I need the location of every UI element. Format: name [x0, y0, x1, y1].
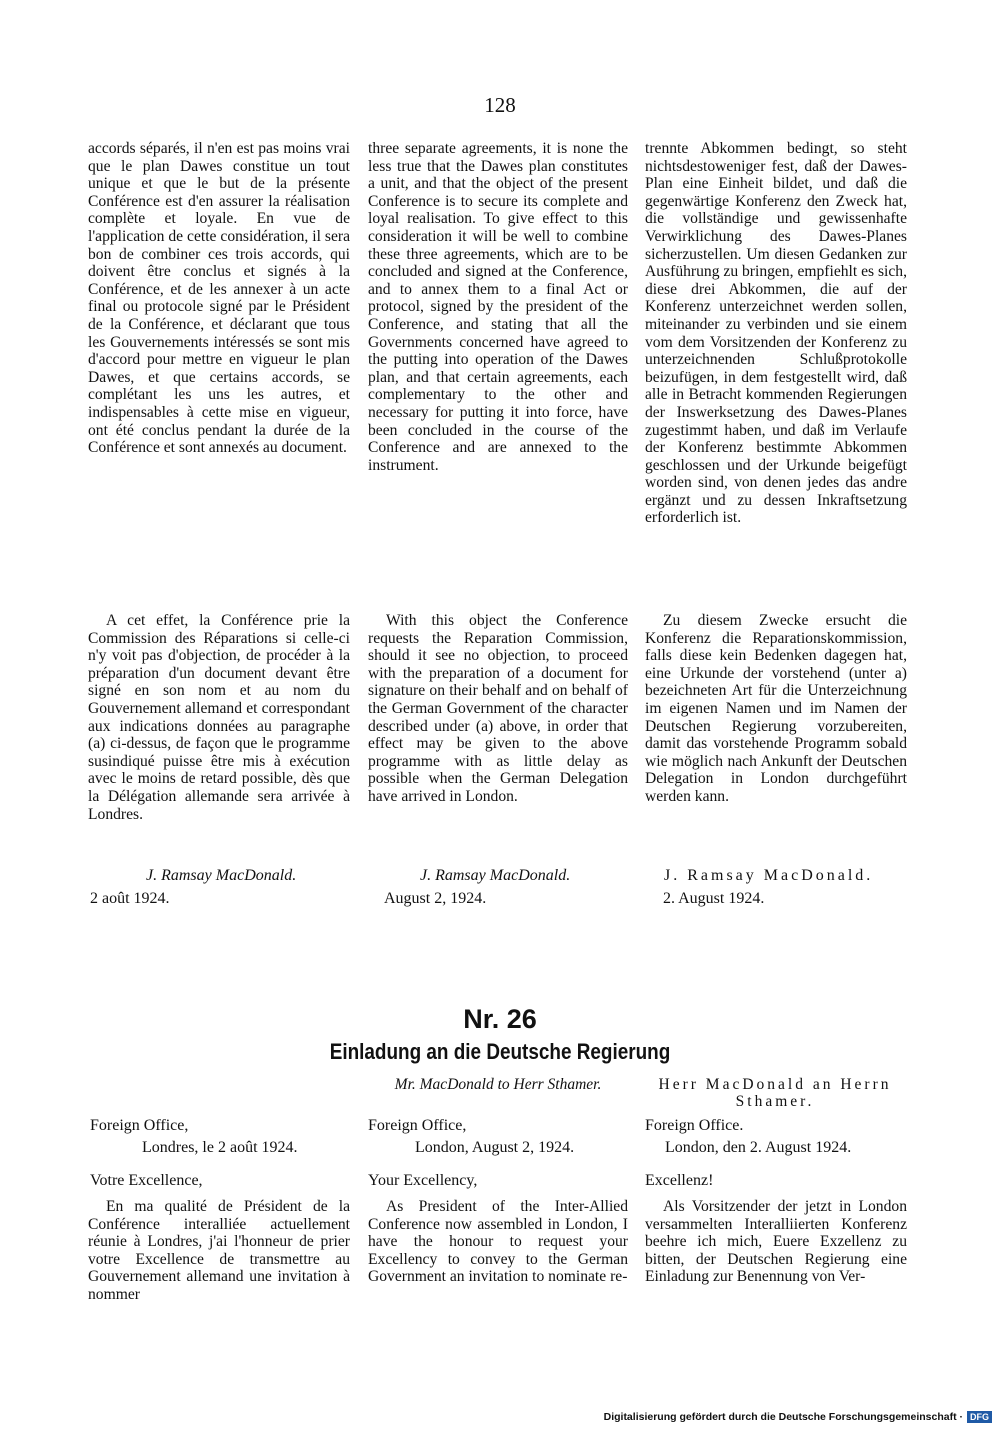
col-german-para-2 — [645, 612, 907, 806]
place-date-english: London, August 2, 1924. — [415, 1139, 575, 1156]
letter-body-english — [368, 1198, 628, 1286]
document-number: Nr. 26 — [463, 1004, 537, 1034]
signature-german: J. Ramsay MacDonald. — [664, 867, 874, 884]
english-paragraph: three separate agreements, it is none the less true that the Dawes plan constitutes a unit, and that the object of the present Conference is to secure its complete and loyal realisation. To give effect to this consideration it will be well to combine these three agreements, which are to be concluded and signed at the Conference, and to annex them to a final Act or protocol, signed by the president of the Conference, and stating that all the Governments concerned have agreed to the putting into operation of the Dawes plan, and that certain agreements, each complementary to the other and necessary for putting it into force, have been concluded in the course of the Conference and are annexed to the instrument. — [368, 140, 628, 474]
salutation-french: Votre Excellence, — [90, 1172, 203, 1189]
office-french: Foreign Office, — [90, 1117, 189, 1134]
english-paragraph: With this object the Conference requests the Reparation Commission, should it see no objection, to proceed with the preparation of a document for signature on their behalf and on behalf of the German Government of the character described under (a) above, in order that effect may be given to the above programme with as little delay as possible when the German Delegation have arrived in London. — [368, 612, 628, 805]
french-paragraph: accords séparés, il n'en est pas moins vrai que le plan Dawes constitue un tout unique et que le but de la présente Conférence est d'en assurer la réalisation complète et loyale. En vue de l'application de cette considération, il sera bon de combiner ces trois accords, qui doivent être conclus et signés à la Conférence, et de les annexer à un acte final ou protocole signé par le Président de la Conférence, et déclarant que tous les Gouvernements intéressés se sont mis d'accord pour mettre en vigueur le plan Dawes, et que certains accords, se complétant les uns les autres, et indispensables à cette mise en vigueur, ont été conclus pendant la durée de la Conférence et sont annexés au document. — [88, 140, 350, 457]
digitization-footer — [604, 1411, 992, 1423]
place-date-german: London, den 2. August 1924. — [665, 1139, 852, 1156]
document-title: Einladung an die Deutsche Regierung — [329, 1039, 671, 1064]
office-german: Foreign Office. — [645, 1117, 744, 1134]
date-english: August 2, 1924. — [384, 890, 487, 907]
office-english: Foreign Office, — [368, 1117, 467, 1134]
place-date-french: Londres, le 2 août 1924. — [142, 1139, 298, 1156]
col-german-para-1 — [645, 140, 907, 527]
german-paragraph: Als Vorsitzender der jetzt in London versammelten Interalliierten Konferenz beehre ich mich, Euere Exzellenz zu bitten, der Deutschen Regierung eine Einladung zur Benennung von Ver- — [645, 1198, 907, 1286]
french-paragraph: En ma qualité de Président de la Conférence interalliée actuellement réunie à Londres, j'ai l'honneur de prier votre Excellence de transmettre au Gouvernement allemand une invitation à nommer — [88, 1198, 350, 1303]
salutation-english: Your Excellency, — [368, 1172, 478, 1189]
letter-body-french — [88, 1198, 350, 1304]
dfg-logo: DFG — [967, 1411, 992, 1423]
addressee-english: Mr. MacDonald to Herr Sthamer. — [394, 1076, 602, 1093]
col-french-para-2 — [88, 612, 350, 823]
german-paragraph: trennte Abkommen bedingt, so steht nichtsdestoweniger fest, daß der Dawes-Plan eine Einheit bildet, und daß die gegenwärtige Konferenz den Zweck hat, die vollständige und gewissenhafte Verwirklichung des Dawes-Planes sicherzustellen. Um diesen Gedanken zur Ausführung zu bringen, empfiehlt es sich, diese drei Abkommen, die auf der Konferenz unterzeichnet werden sollen, miteinander zu verbinden und sie einem vom dem Vorsitzenden der Konferenz zu unterzeichnenden Schlußprotokolle beizufügen, in dem festgestellt wird, daß alle in Betracht kommenden Regierungen der Inswerksetzung des Dawes-Planes zugestimmt haben, und daß im Verlaufe der Konferenz bestimmte Abkommen geschlossen und der Urkunde beigefügt worden sind, von denen jedes das andre ergänzt und zu dessen Inkraftsetzung erforderlich ist. — [645, 140, 908, 527]
page-number: 128 — [484, 93, 516, 117]
french-paragraph: A cet effet, la Conférence prie la Commission des Réparations si celle-ci n'y voit pas d'objection, de procéder à la préparation d'un document devant être signé en son nom et au nom du Gouvernement allemand et correspondant aux indications données au paragraphe (a) ci-dessus, de façon que le programme susindiqué puisse être mis à exécution avec le moins de retard possible, dès que la Délégation allemande sera arrivée à Londres. — [88, 612, 350, 823]
date-german: 2. August 1924. — [663, 890, 765, 907]
letter-body-german — [645, 1198, 907, 1286]
col-french-para-1 — [88, 140, 350, 457]
signature-french: J. Ramsay MacDonald. — [146, 867, 297, 884]
col-english-para-2 — [368, 612, 628, 806]
signature-english: J. Ramsay MacDonald. — [420, 867, 571, 884]
english-paragraph: As President of the Inter-Allied Conference now assembled in London, I have the honour to request your Excellency to convey to the German Government an invitation to nominate re- — [368, 1198, 628, 1286]
date-french: 2 août 1924. — [90, 890, 170, 907]
salutation-german: Excellenz! — [645, 1172, 714, 1189]
col-english-para-1 — [368, 140, 628, 474]
german-paragraph: Zu diesem Zwecke ersucht die Konferenz die Reparationskommission, falls diese kein Bedenken dagegen hat, eine Urkunde der vorstehend (unter a) bezeichneten Art für die Unterzeichnung im eigenen Namen und im Namen der Deutschen Regierung vorzubereiten, damit das vorstehende Programm sobald wie möglich nach Ankunft der Deutschen Delegation in London durchgeführt werden kann. — [645, 612, 907, 805]
footer-text: Digitalisierung gefördert durch die Deutsche Forschungsgemeinschaft · — [603, 1411, 963, 1423]
addressee-german: Herr MacDonald an Herrn Sthamer. — [658, 1076, 892, 1110]
